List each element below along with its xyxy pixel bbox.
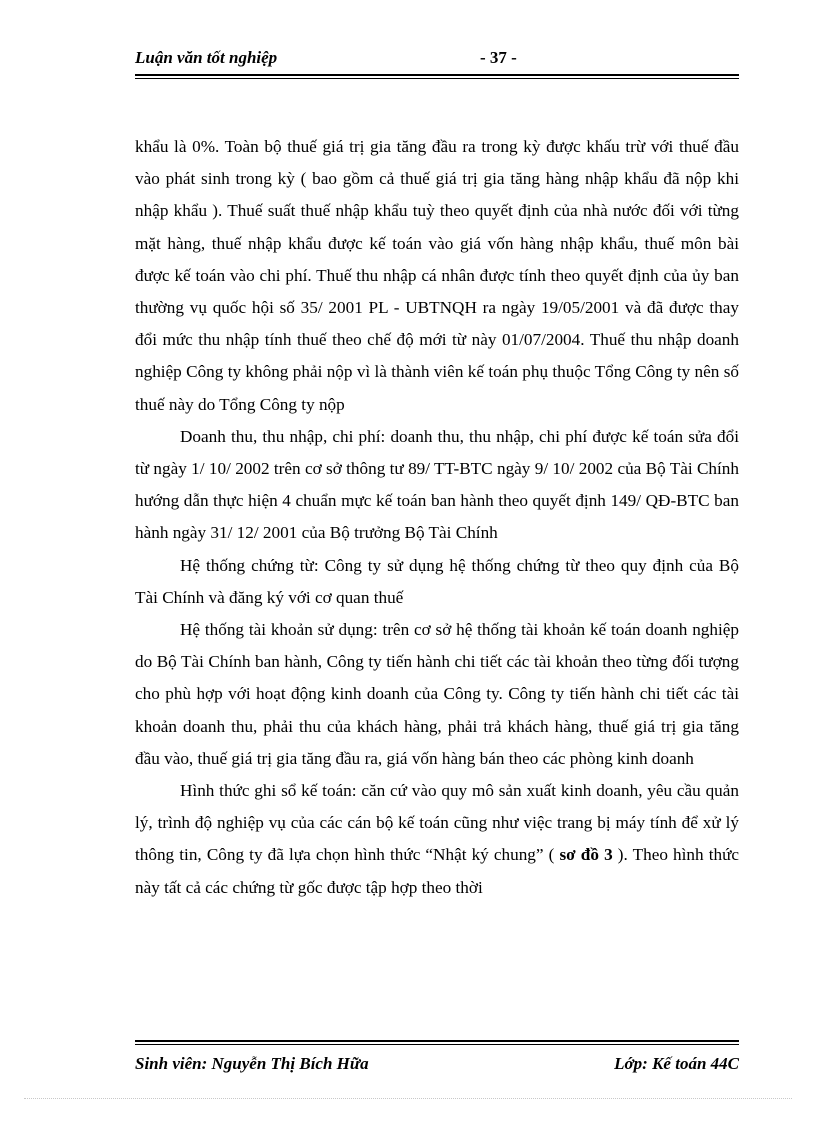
thesis-title: Luận văn tốt nghiệp	[135, 48, 278, 67]
class-name: Lớp: Kế toán 44C	[614, 1054, 739, 1073]
bookkeeping-text-start: Hình thức ghi sổ kế toán: căn cứ vào quy mô sản xuất kinh doanh, yêu cầu quản lý, trình độ nghiệp vụ của các cán bộ kế toán cũng như việc trang bị máy tính để xử lý thông tin, Công ty đã lựa chọn hình thức “Nhật ký chung” (	[135, 781, 739, 865]
student-name: Sinh viên: Nguyễn Thị Bích Hữa	[135, 1054, 369, 1073]
paragraph-bookkeeping	[135, 775, 739, 904]
header-rule-thin	[135, 78, 739, 79]
body-text	[135, 131, 739, 904]
page-header	[135, 48, 739, 72]
page-boundary-line	[24, 1098, 792, 1099]
paragraph-documents: Hệ thống chứng từ: Công ty sử dụng hệ thống chứng từ theo quy định của Bộ Tài Chính và đăng ký với cơ quan thuế	[135, 555, 739, 607]
paragraph-accounts: Hệ thống tài khoản sử dụng: trên cơ sở hệ thống tài khoản kế toán doanh nghiệp do Bộ Tài Chính ban hành, Công ty tiến hành chi tiết các tài khoản theo từng đối tượng cho phù hợp với hoạt động kinh doanh của Công ty. Công ty tiến hành chi tiết các tài khoản doanh thu, phải thu của khách hàng, phải trả khách hàng, thuế giá trị gia tăng đầu vào, thuế giá trị gia tăng đầu ra, giá vốn hàng bán theo các phòng kinh doanh	[135, 620, 739, 768]
paragraph-taxes: khẩu là 0%. Toàn bộ thuế giá trị gia tăng đầu ra trong kỳ được khấu trừ với thuế đầu vào phát sinh trong kỳ ( bao gồm cả thuế giá trị gia tăng hàng nhập khẩu đã nộp khi nhập khẩu ). Thuế suất thuế nhập khẩu tuỳ theo quyết định của nhà nước đối với từng mặt hàng, thuế nhập khẩu được kế toán vào giá vốn hàng nhập khẩu, thuế môn bài được kế toán vào chi phí. Thuế thu nhập cá nhân được tính theo quyết định của ủy ban thường vụ quốc hội số 35/ 2001 PL - UBTNQH ra ngày 19/05/2001 và đã được thay đổi mức thu nhập tính thuế theo chế độ mới từ này 01/07/2004. Thuế thu nhập doanh nghiệp Công ty không phải nộp vì là thành viên kế toán phụ thuộc Tổng Công ty nên số thuế này do Tổng Công ty nộp	[135, 137, 739, 414]
footer-rule-thin	[135, 1044, 739, 1045]
footer-rule-thick	[135, 1040, 739, 1042]
paragraph-revenue: Doanh thu, thu nhập, chi phí: doanh thu, thu nhập, chi phí được kế toán sửa đổi từ ngày 1/ 10/ 2002 trên cơ sở thông tư 89/ TT-BTC ngày 9/ 10/ 2002 của Bộ Tài Chính hướng dẫn thực hiện 4 chuẩn mực kế toán ban hành theo quyết định 149/ QĐ-BTC ban hành ngày 31/ 12/ 2001 của Bộ trưởng Bộ Tài Chính	[135, 426, 739, 543]
diagram-reference: sơ đồ 3	[559, 845, 613, 865]
page-footer	[135, 1054, 739, 1078]
bookkeeping-text-end: ). Theo hình thức này tất cả các chứng từ gốc được tập hợp theo thời	[135, 845, 740, 897]
page-number: - 37 -	[480, 48, 517, 67]
header-rule-thick	[135, 74, 739, 76]
